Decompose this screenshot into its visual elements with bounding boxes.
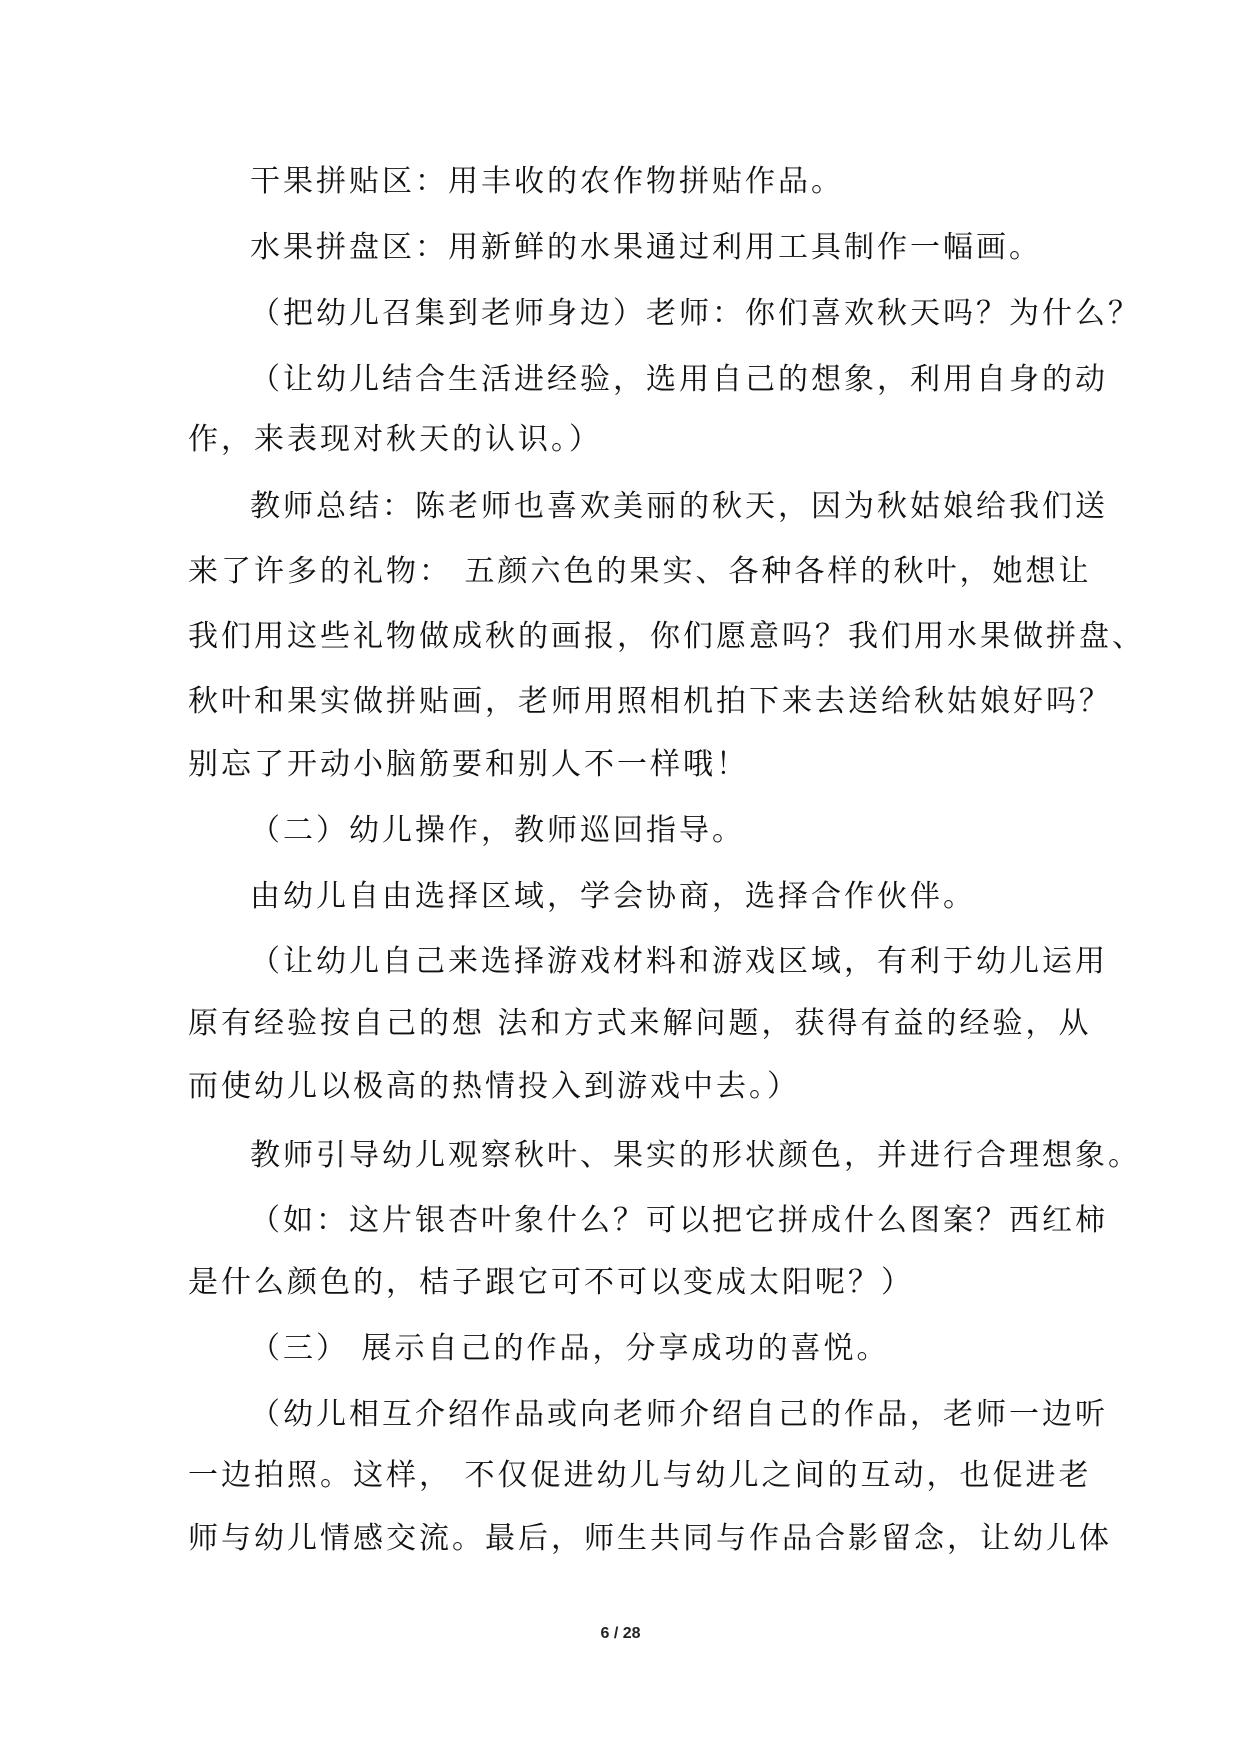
paragraph-line: 教师引导幼儿观察秋叶、果实的形状颜色，并进行合理想象。 (250, 1138, 1141, 1173)
paragraph-line: （让幼儿结合生活进经验，选用自己的想象，利用自身的动 (250, 362, 1108, 397)
paragraph-line: 由幼儿自由选择区域，学会协商，选择合作伙伴。 (250, 879, 976, 914)
page-number: 6 / 28 (600, 1625, 641, 1642)
paragraph-line: 别忘了开动小脑筋要和别人不一样哦！ (188, 747, 749, 782)
paragraph-line: 水果拼盘区：用新鲜的水果通过利用工具制作一幅画。 (250, 230, 1042, 265)
paragraph-line: 而使幼儿以极高的热情投入到游戏中去。） (188, 1069, 800, 1104)
paragraph-line: 一边拍照。这样， 不仅促进幼儿与幼儿之间的互动，也促进老 (188, 1458, 1092, 1493)
paragraph-line: 师与幼儿情感交流。最后，师生共同与作品合影留念，让幼儿体 (188, 1521, 1112, 1556)
paragraph-line: 是什么颜色的，桔子跟它可不可以变成太阳呢？） (188, 1265, 914, 1300)
paragraph-line: 作，来表现对秋天的认识。） (188, 422, 602, 457)
paragraph-line: 来了许多的礼物： 五颜六色的果实、各种各样的秋叶，她想让 (188, 554, 1092, 589)
paragraph-line: 干果拼贴区：用丰收的农作物拼贴作品。 (250, 164, 844, 199)
paragraph-line: 我们用这些礼物做成秋的画报，你们愿意吗？我们用水果做拼盘、 (188, 619, 1145, 654)
paragraph-line: 原有经验按自己的想 法和方式来解问题，获得有益的经验，从 (188, 1006, 1092, 1041)
paragraph-line: （把幼儿召集到老师身边）老师：你们喜欢秋天吗？为什么？ (250, 296, 1141, 331)
paragraph-line: （让幼儿自己来选择游戏材料和游戏区域，有利于幼儿运用 (250, 944, 1108, 979)
paragraph-line: 秋叶和果实做拼贴画，老师用照相机拍下来去送给秋姑娘好吗？ (188, 684, 1112, 719)
paragraph-line: （如：这片银杏叶象什么？可以把它拼成什么图案？西红柿 (250, 1203, 1108, 1238)
section-heading: （二）幼儿操作，教师巡回指导。 (250, 813, 745, 848)
paragraph-line: （幼儿相互介绍作品或向老师介绍自己的作品，老师一边听 (250, 1397, 1108, 1432)
section-heading: （三） 展示自己的作品，分享成功的喜悦。 (250, 1331, 890, 1366)
paragraph-line: 教师总结：陈老师也喜欢美丽的秋天，因为秋姑娘给我们送 (250, 489, 1108, 524)
